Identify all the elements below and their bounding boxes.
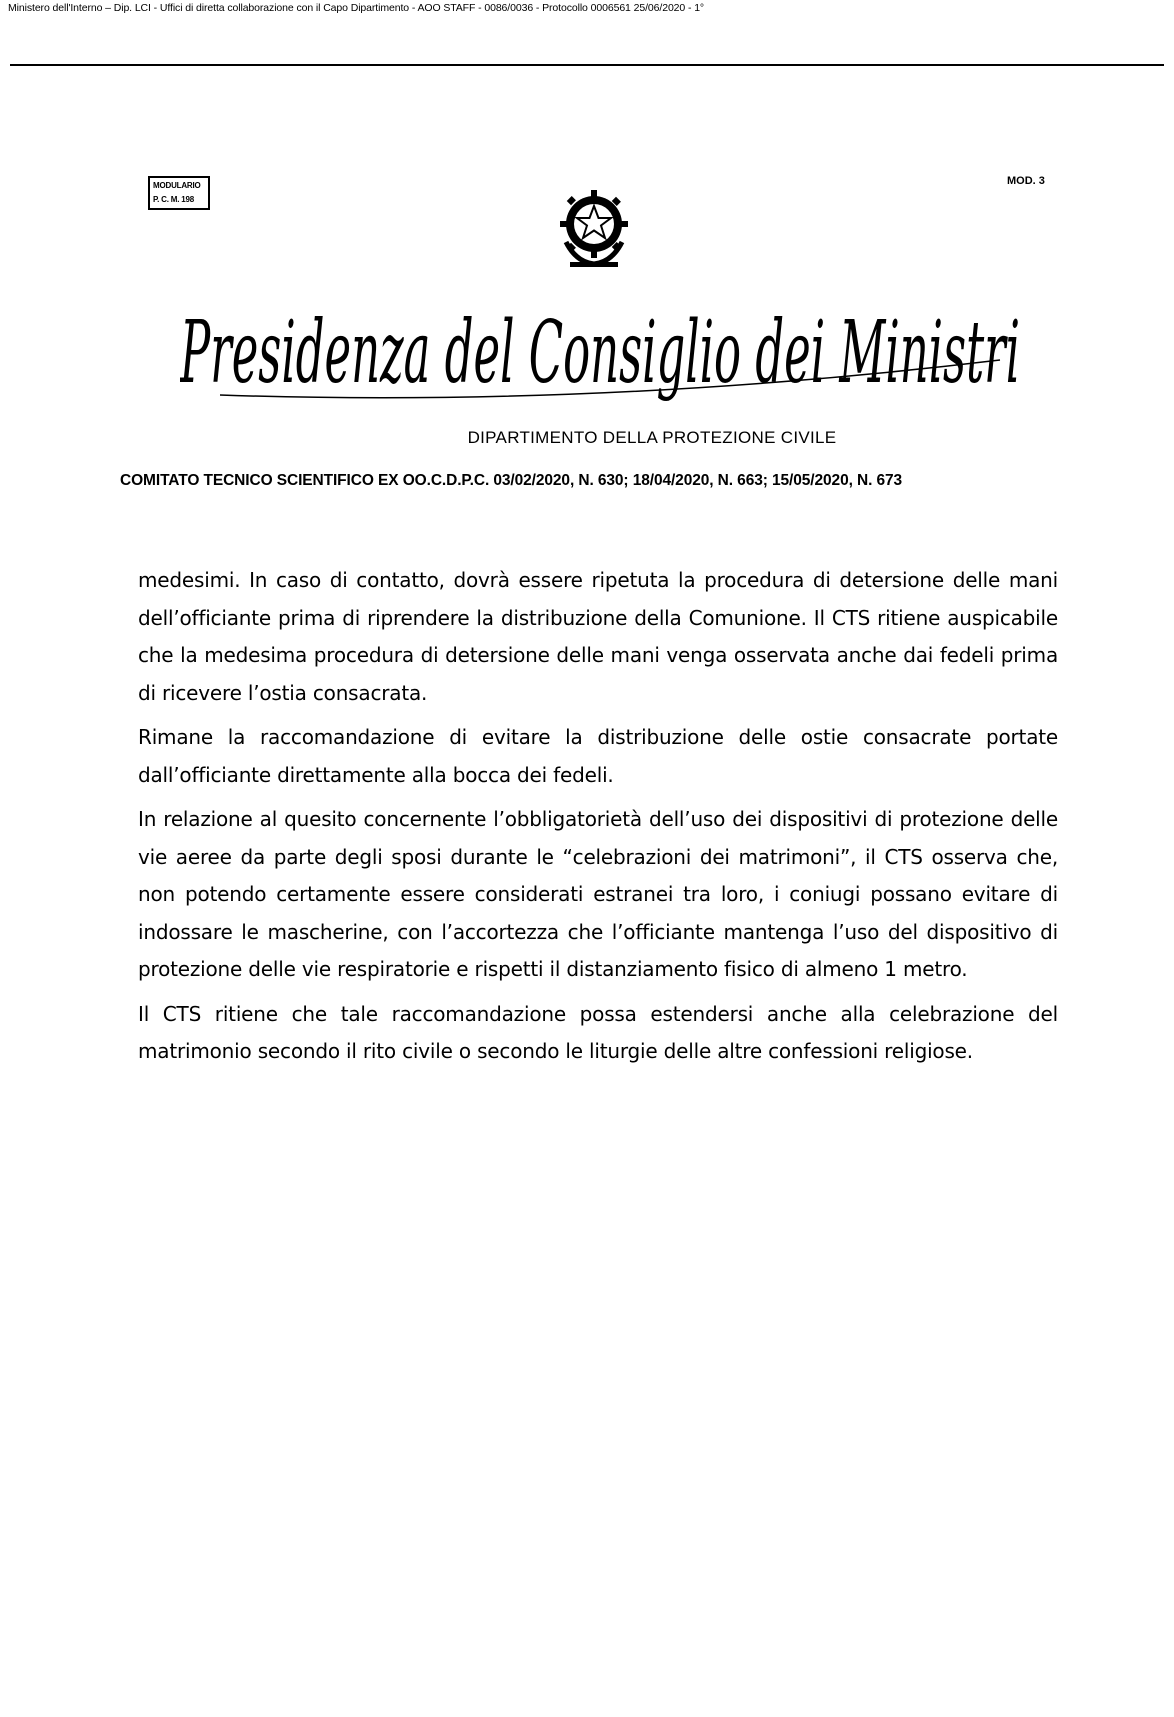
committee-reference: COMITATO TECNICO SCIENTIFICO EX OO.C.D.P.C. 03/02/2020, N. 630; 18/04/2020, N. 663; 15/05/2020, N. 673 — [120, 472, 903, 489]
document-body — [138, 562, 1058, 1078]
body-paragraph: Rimane la raccomandazione di evitare la distribuzione delle ostie consacrate portate dall’officiante direttamente alla bocca dei fedeli. — [138, 725, 1058, 787]
modulario-label: MODULARIO — [153, 181, 201, 190]
protocol-stamp-line: Ministero dell'Interno – Dip. LCI - Uffici di diretta collaborazione con il Capo Dipartimento - AOO STAFF - 0086/0036 - Protocollo 0006561 25/06/2020 - 1° — [8, 2, 705, 14]
italian-republic-emblem-icon — [556, 182, 632, 275]
institution-script-title — [180, 290, 1040, 420]
institution-name: Presidenza del Consiglio dei Ministri — [180, 303, 1020, 403]
body-paragraph: medesimi. In caso di contatto, dovrà essere ripetuta la procedura di detersione delle mani dell’officiante prima di riprendere la distribuzione della Comunione. Il CTS ritiene auspicabile che la medesima procedura di detersione delle mani venga osservata anche dai fedeli prima di ricevere l’ostia consacrata. — [138, 568, 1058, 705]
modulario-code: P. C. M. 198 — [153, 195, 195, 204]
body-paragraph: In relazione al quesito concernente l’obbligatorietà dell’uso dei dispositivi di protezione delle vie aeree da parte degli sposi durante le “celebrazioni dei matrimoni”, il CTS osserva che, non potendo certamente essere considerati estranei tra loro, i coniugi possano evitare di indossare le mascherine, con l’accortezza che l’officiante mantenga l’uso del dispositivo di protezione delle vie respiratorie e rispetti il distanziamento fisico di almeno 1 metro. — [138, 807, 1058, 981]
mod-label: MOD. 3 — [1007, 175, 1045, 187]
header-divider — [10, 64, 1164, 66]
department-title: DIPARTIMENTO DELLA PROTEZIONE CIVILE — [467, 428, 837, 447]
body-paragraph: Il CTS ritiene che tale raccomandazione possa estendersi anche alla celebrazione del matrimonio secondo il rito civile o secondo le liturgie delle altre confessioni religiose. — [138, 1001, 1058, 1063]
modulario-box — [148, 176, 210, 210]
